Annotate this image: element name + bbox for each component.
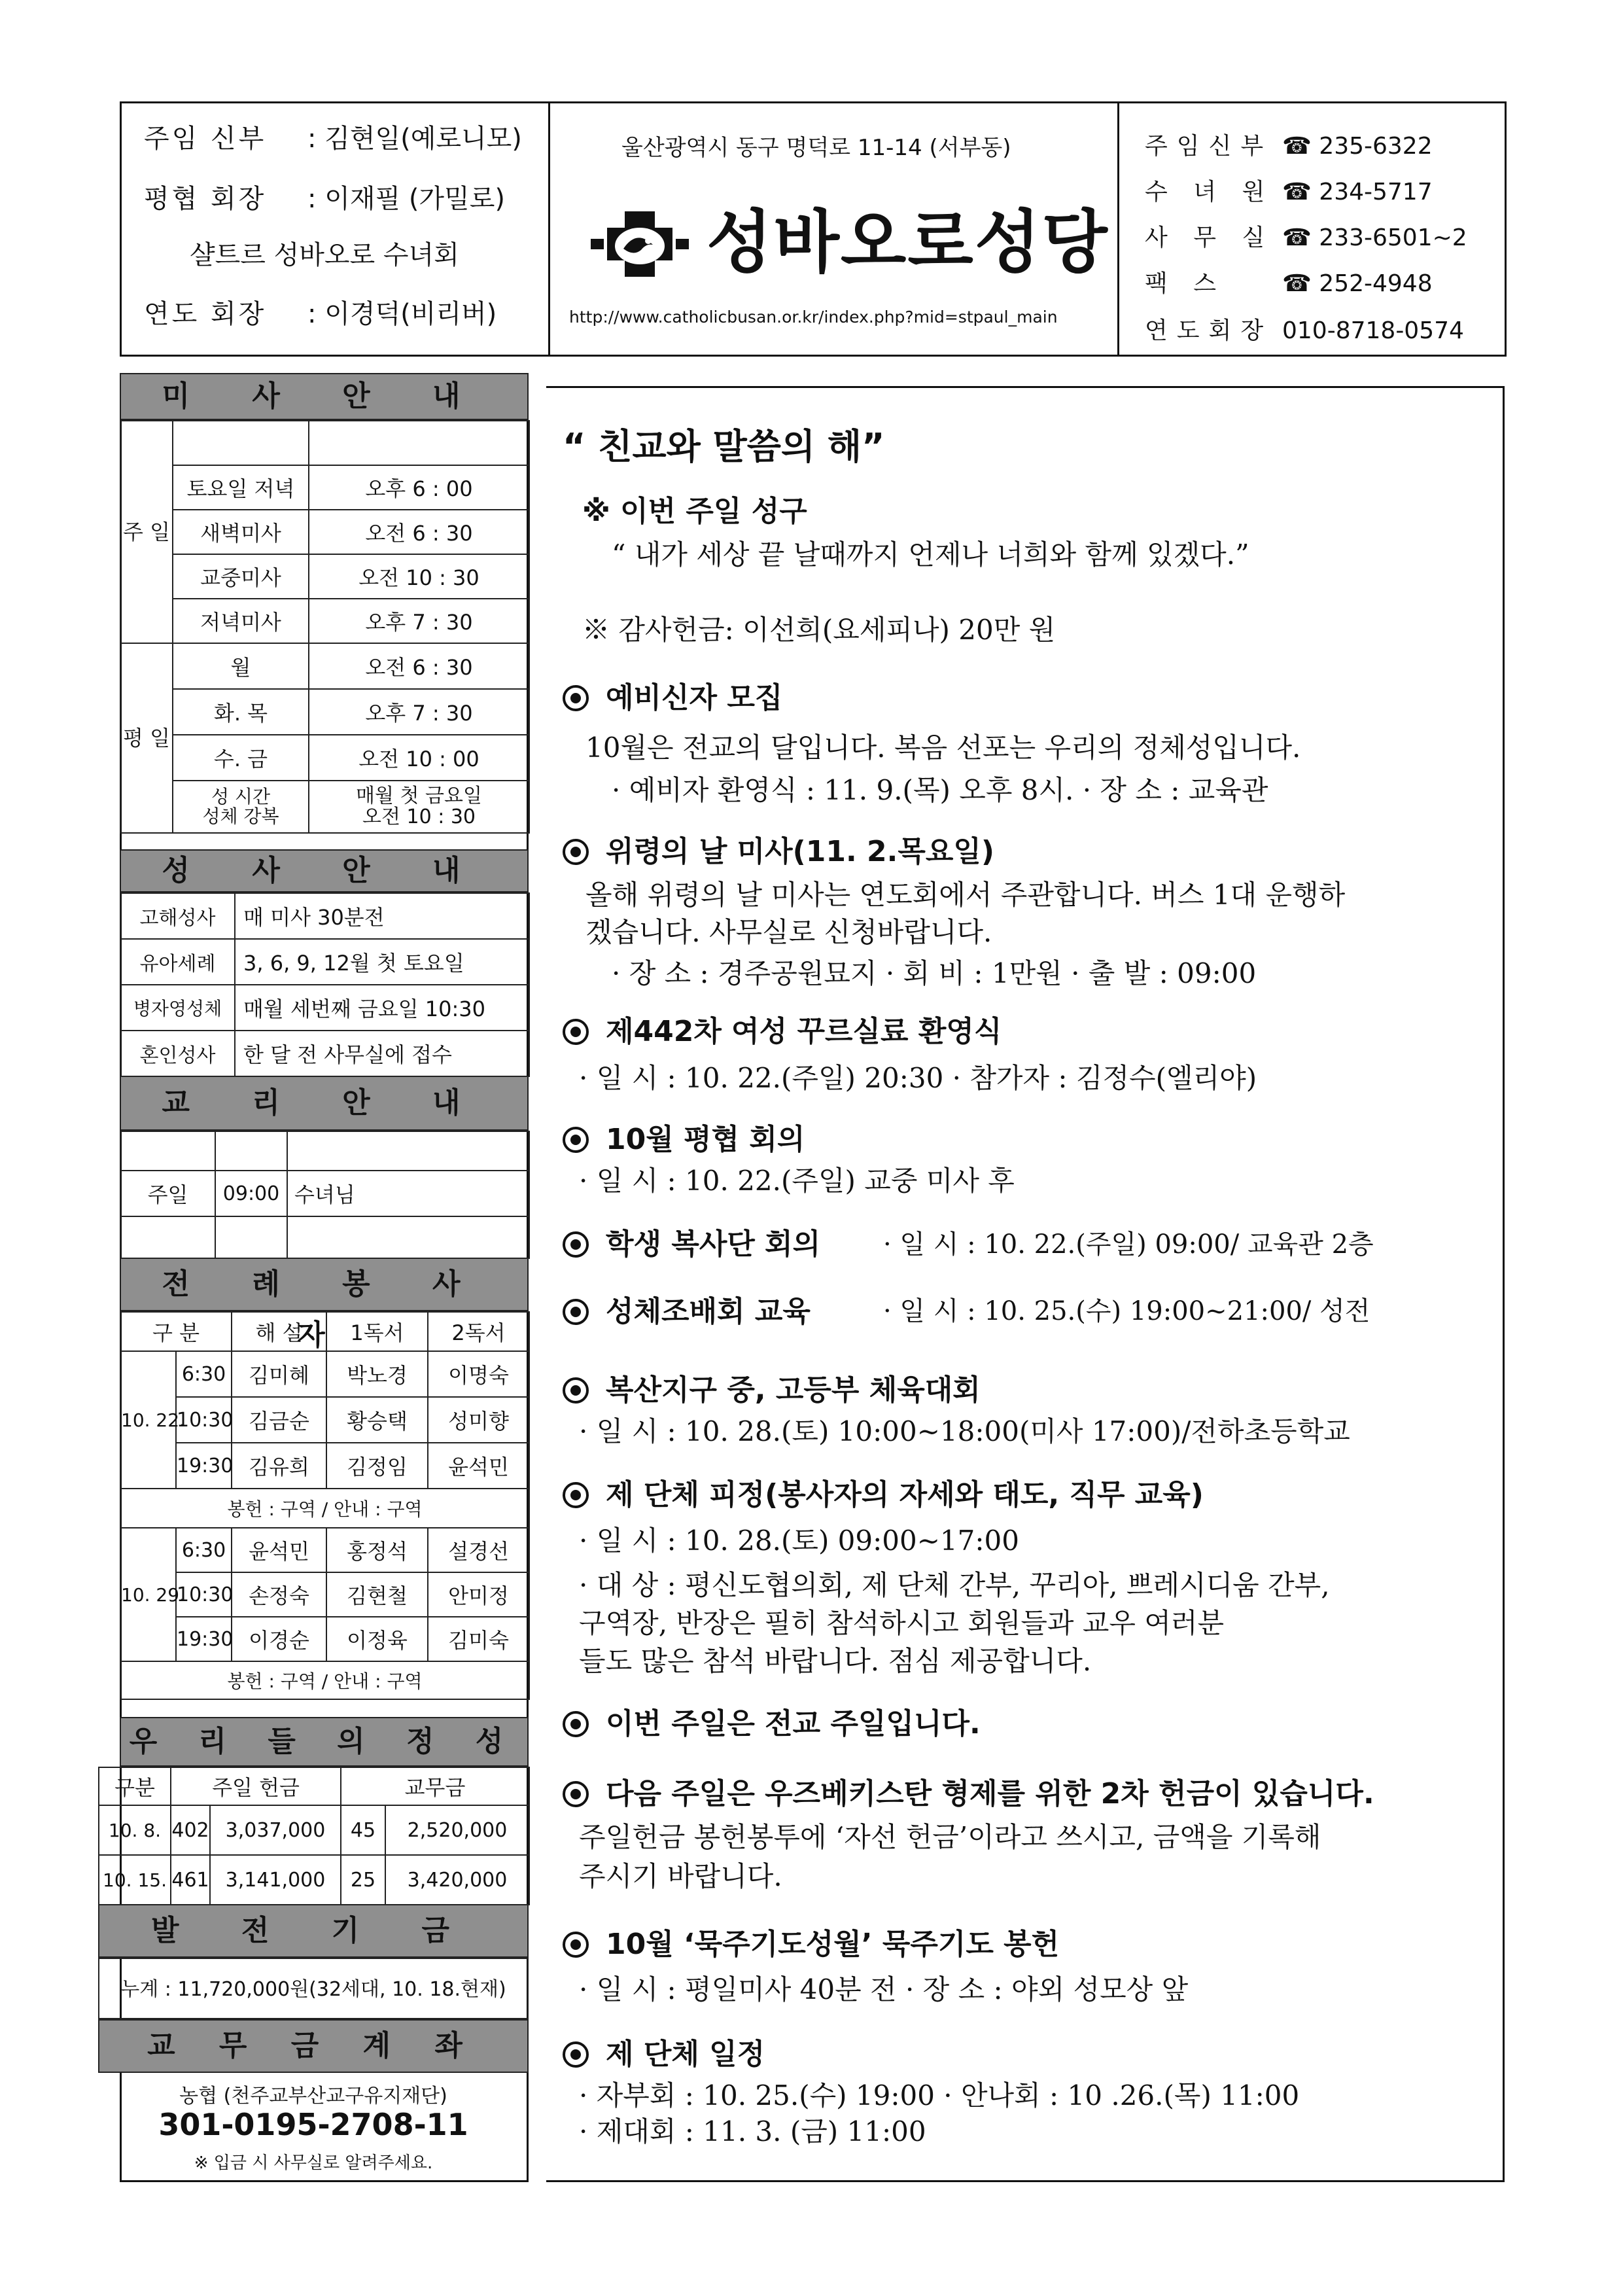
offering-header: 교무금	[341, 1767, 529, 1805]
bullet-icon	[563, 1482, 589, 1508]
notice-catechumen-title: 예비신자 모집	[563, 674, 782, 716]
sacrament-value: 3, 6, 9, 12월 첫 토요일	[235, 939, 529, 985]
header-divider-left	[548, 101, 550, 357]
notice-line: · 제대회 : 11. 3. (금) 11:00	[579, 2115, 926, 2147]
mass-table	[120, 420, 530, 834]
mass-weekday-label: 평 일	[120, 643, 173, 833]
contact-yeondo: 연도회장 010-8718-0574	[1145, 317, 1464, 344]
mass-weekday-time: 오전 10 : 00	[309, 735, 529, 781]
notice-cursillo-title: 제442차 여성 꾸르실료 환영식	[563, 1008, 1002, 1050]
fund-title: 발 전 기 금	[98, 1904, 529, 1958]
mass-sunday-name: 새벽미사	[173, 510, 309, 554]
liturgy-header: 구 분	[120, 1312, 232, 1351]
liturgy-time: 6:30	[176, 1528, 232, 1572]
bullet-icon	[563, 1711, 589, 1737]
doctrine-teacher: 수녀님	[287, 1171, 529, 1216]
notice-group-schedule-title: 제 단체 일정	[563, 2030, 765, 2072]
church-logo-icon	[584, 208, 695, 280]
liturgy-table	[120, 1311, 530, 1700]
dues-count: 25	[341, 1855, 385, 1905]
notice-line: 구역장, 반장은 필히 참석하시고 회원들과 교우 여러분	[579, 1607, 1225, 1639]
verse-title: ※ 이번 주일 성구	[582, 495, 807, 528]
mass-weekday-time: 오후 7 : 30	[309, 689, 529, 735]
header-divider-right	[1117, 101, 1119, 357]
notice-line: · 일 시 : 평일미사 40분 전 · 장 소 : 야외 성모상 앞	[579, 1973, 1189, 2005]
doctrine-table	[120, 1131, 530, 1259]
liturgy-time: 10:30	[176, 1397, 232, 1443]
liturgy-reader1: 김현철	[326, 1572, 428, 1617]
mass-weekday-name: 월	[173, 643, 309, 689]
fund-total: 누계 : 11,720,000원(32세대, 10. 18.현재)	[98, 1958, 529, 2019]
notice-line: · 일 시 : 10. 22.(주일) 교중 미사 후	[579, 1165, 1015, 1197]
notice-retreat-title: 제 단체 피정(봉사자의 자세와 태도, 직무 교육)	[563, 1471, 1204, 1513]
contact-fax: 팩 스 ☎ 252-4948	[1145, 270, 1433, 297]
notice-line: 10월은 전교의 달입니다. 복음 선포는 우리의 정체성입니다.	[585, 732, 1301, 764]
year-theme: “ 친교와 말씀의 해”	[563, 426, 885, 467]
offering-header: 구분	[99, 1767, 171, 1805]
notice-rosary-title: 10월 ‘묵주기도성월’ 묵주기도 봉헌	[563, 1920, 1059, 1962]
liturgy-commentator: 김금순	[232, 1397, 326, 1443]
offering-table	[98, 1767, 530, 1905]
sacrament-value: 한 달 전 사무실에 접수	[235, 1031, 529, 1076]
account-title: 교 무 금 계 좌	[98, 2019, 529, 2073]
liturgy-reader2: 안미정	[428, 1572, 529, 1617]
sacrament-table	[120, 892, 530, 1077]
liturgy-time: 19:30	[176, 1443, 232, 1489]
contact-convent: 수 녀 원 ☎ 234-5717	[1145, 179, 1433, 205]
bullet-icon	[563, 839, 589, 865]
mass-weekday-time: 오전 6 : 30	[309, 643, 529, 689]
mass-weekday-name: 수. 금	[173, 735, 309, 781]
thanks-offering: ※ 감사헌금: 이선희(요세피나) 20만 원	[582, 614, 1056, 646]
doctrine-title: 교 리 안 내	[120, 1076, 529, 1131]
liturgy-date: 10. 29.	[120, 1528, 176, 1661]
mass-adoration-name: 성 시간 성체 강복	[173, 781, 309, 833]
liturgy-commentator: 윤석민	[232, 1528, 326, 1572]
liturgy-note: 봉헌 : 구역 / 안내 : 구역	[120, 1489, 529, 1528]
notice-line: · 일 시 : 10. 28.(토) 10:00~18:00(미사 17:00)/전하초등학교	[579, 1415, 1350, 1447]
account-number: 301-0195-2708-11	[158, 2107, 468, 2142]
sacrament-name: 고해성사	[120, 893, 235, 939]
liturgy-time: 19:30	[176, 1617, 232, 1661]
offering-count: 461	[171, 1855, 210, 1905]
account-note: ※ 입금 시 사무실로 알려주세요.	[194, 2153, 433, 2173]
liturgy-reader1: 황승택	[326, 1397, 428, 1443]
notice-line: 주시기 바랍니다.	[579, 1860, 782, 1892]
offering-title: 우 리 들 의 정 성	[120, 1717, 529, 1767]
sacrament-name: 혼인성사	[120, 1031, 235, 1076]
account-bank: 농협 (천주교부산교구유지재단)	[179, 2085, 447, 2108]
header-contacts	[1145, 128, 1498, 350]
mass-sunday-name: 교중미사	[173, 554, 309, 599]
liturgy-note: 봉헌 : 구역 / 안내 : 구역	[120, 1661, 529, 1699]
church-name: 성바오로성당	[707, 202, 1109, 282]
notice-line: · 자부회 : 10. 25.(수) 19:00 · 안나회 : 10 .26.(목) 11:00	[579, 2079, 1300, 2111]
liturgy-reader2: 김미숙	[428, 1617, 529, 1661]
offering-header: 주일 헌금	[171, 1767, 341, 1805]
offering-amount: 3,141,000	[210, 1855, 341, 1905]
liturgy-reader1: 이정육	[326, 1617, 428, 1661]
notice-line: 주일헌금 봉헌봉투에 ‘자선 헌금’이라고 쓰시고, 금액을 기록해	[579, 1821, 1321, 1853]
bullet-icon	[563, 1019, 589, 1045]
liturgy-commentator: 이경순	[232, 1617, 326, 1661]
mass-adoration-time: 매월 첫 금요일 오전 10 : 30	[309, 781, 529, 833]
sacrament-title: 성 사 안 내	[120, 849, 529, 892]
bullet-icon	[563, 1299, 589, 1325]
bullet-icon	[563, 1377, 589, 1404]
dues-amount: 2,520,000	[385, 1805, 529, 1855]
contact-pastor: 주임신부 ☎ 235-6322	[1145, 133, 1433, 160]
liturgy-title: 전 례 봉 사 자	[120, 1258, 529, 1311]
mass-weekday-name: 화. 목	[173, 689, 309, 735]
offering-count: 402	[171, 1805, 210, 1855]
notice-line: 들도 많은 참석 바랍니다. 점심 제공합니다.	[579, 1645, 1092, 1677]
notice-adoration-title: 성체조배회 교육	[563, 1288, 811, 1330]
church-url[interactable]: http://www.catholicbusan.or.kr/index.php?mid=stpaul_main	[569, 308, 1058, 327]
church-address: 울산광역시 동구 명덕로 11-14 (서부동)	[621, 135, 1011, 161]
liturgy-reader2: 이명숙	[428, 1351, 529, 1397]
staff-council-president: 평협 회장 : 이재필 (가밀로)	[144, 184, 505, 214]
offering-date: 10. 15.	[99, 1855, 171, 1905]
weekly-verse: “ 내가 세상 끝 날때까지 언제나 너희와 함께 있겠다.”	[612, 539, 1249, 571]
mass-sunday-time: 오후 7 : 30	[309, 599, 529, 643]
notices-frame	[546, 386, 1505, 2182]
bullet-icon	[563, 1127, 589, 1153]
liturgy-reader2: 성미향	[428, 1397, 529, 1443]
notice-line: 올해 위령의 날 미사는 연도회에서 주관합니다. 버스 1대 운행하	[585, 879, 1346, 911]
liturgy-commentator: 손정숙	[232, 1572, 326, 1617]
notice-sports-day-title: 복산지구 중, 고등부 체육대회	[563, 1366, 981, 1408]
staff-pastor: 주임 신부 : 김현일(예로니모)	[144, 124, 522, 154]
staff-sisters: 샬트르 성바오로 수녀회	[190, 240, 459, 270]
bullet-icon	[563, 1231, 589, 1258]
bullet-icon	[563, 2041, 589, 2068]
offering-date: 10. 8.	[99, 1805, 171, 1855]
notice-second-collection-title: 다음 주일은 우즈베키스탄 형제를 위한 2차 헌금이 있습니다.	[563, 1770, 1374, 1812]
liturgy-reader1: 홍정석	[326, 1528, 428, 1572]
mass-sunday-name: 토요일 저녁	[173, 465, 309, 510]
liturgy-time: 6:30	[176, 1351, 232, 1397]
contact-office: 사 무 실 ☎ 233-6501~2	[1145, 224, 1467, 251]
notice-line: · 예비자 환영식 : 11. 9.(목) 오후 8시. · 장 소 : 교육관	[612, 774, 1268, 806]
liturgy-commentator: 김미혜	[232, 1351, 326, 1397]
header-staff-list	[144, 118, 543, 340]
mass-sunday-name: 저녁미사	[173, 599, 309, 643]
notice-line: · 장 소 : 경주공원묘지 · 회 비 : 1만원 · 출 발 : 09:00	[612, 957, 1257, 989]
mass-sunday-label: 주 일	[120, 421, 173, 643]
liturgy-commentator: 김유희	[232, 1443, 326, 1489]
liturgy-header: 해 설	[232, 1312, 326, 1351]
liturgy-header: 2독서	[428, 1312, 529, 1351]
sacrament-value: 매월 세번째 금요일 10:30	[235, 985, 529, 1031]
liturgy-reader2: 윤석민	[428, 1443, 529, 1489]
offering-amount: 3,037,000	[210, 1805, 341, 1855]
bullet-icon	[563, 1932, 589, 1958]
notice-inline-detail: · 일 시 : 10. 25.(수) 19:00~21:00/ 성전	[883, 1296, 1370, 1326]
notice-line: · 일 시 : 10. 22.(주일) 20:30 · 참가자 : 김정수(엘리야)	[579, 1062, 1257, 1094]
notice-council-meeting-title: 10월 평협 회의	[563, 1116, 805, 1157]
doctrine-time: 09:00	[215, 1171, 287, 1216]
bullet-icon	[563, 1781, 589, 1807]
liturgy-reader2: 설경선	[428, 1528, 529, 1572]
staff-yeondo-president: 연도 회장 : 이경덕(비리버)	[144, 299, 497, 329]
notice-altar-servers-title: 학생 복사단 회의	[563, 1220, 820, 1262]
dues-count: 45	[341, 1805, 385, 1855]
liturgy-reader1: 박노경	[326, 1351, 428, 1397]
mass-sunday-time: 오전 6 : 30	[309, 510, 529, 554]
sacrament-name: 유아세례	[120, 939, 235, 985]
doctrine-day: 주일	[120, 1171, 215, 1216]
notice-line: · 대 상 : 평신도협의회, 제 단체 간부, 꾸리아, 쁘레시디움 간부,	[579, 1569, 1330, 1601]
mass-sunday-time: 오전 10 : 30	[309, 554, 529, 599]
bullet-icon	[563, 685, 589, 711]
dues-amount: 3,420,000	[385, 1855, 529, 1905]
sacrament-name: 병자영성체	[120, 985, 235, 1031]
notice-mission-sunday-title: 이번 주일은 전교 주일입니다.	[563, 1700, 981, 1742]
liturgy-date: 10. 22.	[120, 1351, 176, 1489]
notice-line: · 일 시 : 10. 28.(토) 09:00~17:00	[579, 1525, 1019, 1557]
liturgy-reader1: 김정임	[326, 1443, 428, 1489]
liturgy-time: 10:30	[176, 1572, 232, 1617]
mass-sunday-time: 오후 6 : 00	[309, 465, 529, 510]
notice-inline-detail: · 일 시 : 10. 22.(주일) 09:00/ 교육관 2층	[883, 1229, 1374, 1260]
liturgy-header: 1독서	[326, 1312, 428, 1351]
sacrament-value: 매 미사 30분전	[235, 893, 529, 939]
notice-all-souls-title: 위령의 날 미사(11. 2.목요일)	[563, 828, 994, 870]
notice-line: 겠습니다. 사무실로 신청바랍니다.	[585, 916, 992, 948]
mass-title: 미 사 안 내	[120, 373, 529, 420]
